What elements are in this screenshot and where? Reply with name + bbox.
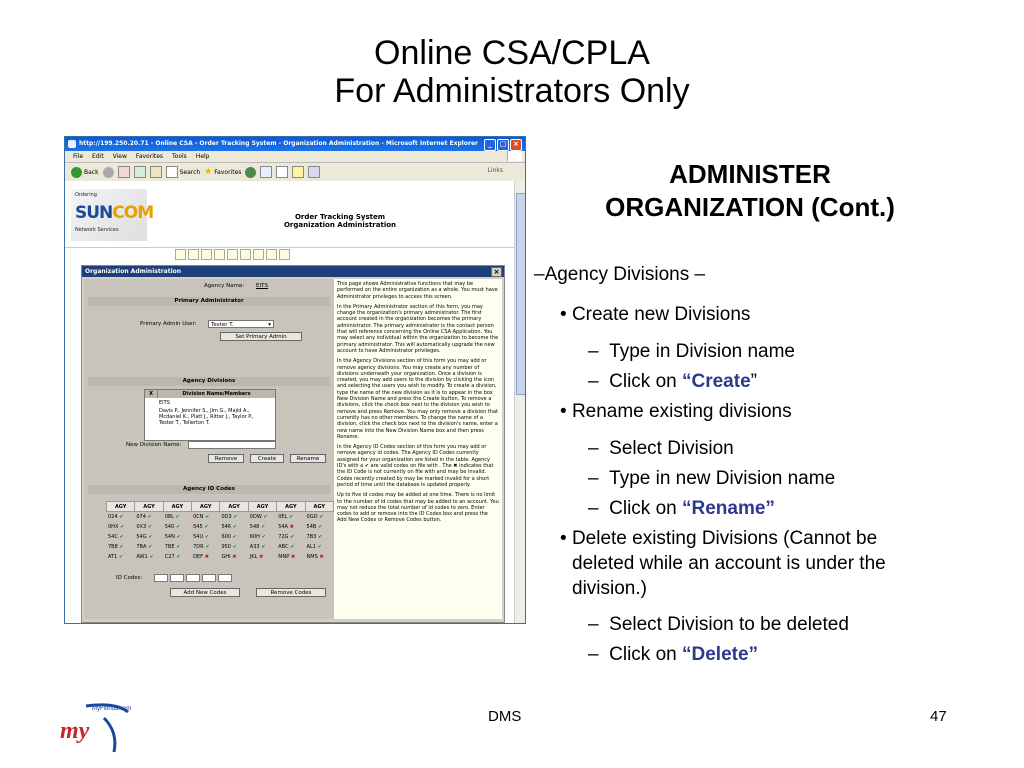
windows-logo-icon xyxy=(507,151,522,161)
help-paragraph-5: Up to five id codes may be added at one time. There is no limit to the number of id codes that may be added to an account. You may not reduce the total number of id codes to zero. Enter codes to add or remove into the ID Codes box and press the Add New Codes or Remove Codes button. xyxy=(337,492,499,524)
code-cell[interactable] xyxy=(277,532,305,542)
code-value: 7BE xyxy=(164,543,175,550)
codes-header-cell: AGY xyxy=(220,502,248,512)
panel-title: Organization Administration xyxy=(85,268,182,275)
id-code-input-5[interactable] xyxy=(218,574,232,582)
code-value: C27 xyxy=(164,553,175,560)
code-cell[interactable] xyxy=(163,522,191,532)
valid-check-icon: ✔ xyxy=(288,533,295,540)
code-value: 0GD xyxy=(306,513,318,520)
help-text-panel xyxy=(334,279,502,619)
browser-window-screenshot xyxy=(64,136,526,624)
step-create-2 xyxy=(588,370,757,393)
codes-header-cell: AGY xyxy=(248,502,276,512)
valid-check-icon: ✔ xyxy=(117,543,124,550)
division-col-name: Division Name/Members xyxy=(182,391,251,397)
codes-header-cell: AGY xyxy=(192,502,220,512)
division-name[interactable]: EITS xyxy=(159,400,170,406)
help-paragraph-1: This page shows Administrative functions that may be performed on the entire organization as a whole. You must have Administrator privileges to access this screen. xyxy=(337,281,498,300)
slide-title xyxy=(0,34,1024,110)
valid-check-icon: ✔ xyxy=(146,543,153,550)
scrollbar-thumb[interactable] xyxy=(516,193,526,395)
valid-check-icon: ✔ xyxy=(145,513,152,520)
step-rename-3 xyxy=(588,497,775,520)
invalid-x-icon: ✖ xyxy=(289,553,296,560)
heading-line-2: ORGANIZATION (Cont.) xyxy=(605,192,895,222)
id-code-input-1[interactable] xyxy=(154,574,168,582)
dash: – xyxy=(588,644,599,665)
code-cell[interactable] xyxy=(163,542,191,552)
refresh-icon[interactable] xyxy=(134,166,146,178)
code-cell[interactable] xyxy=(135,512,163,522)
help-paragraph-4: In the Agency ID Codes section of this form you may add or remove agency id codes. The Agency ID Codes currently assigned for your organization are listed in the table. Agency ID's with a ✔ are valid codes on file with . The ✖ indicates that the ID Code is not currently on file with and may be invalid. Codes recently created by may be marked invalid for a short period of time until the database is updated properly. xyxy=(337,444,494,488)
code-cell[interactable] xyxy=(305,512,333,522)
menu-tools[interactable]: Tools xyxy=(172,153,187,160)
footer-dms: DMS xyxy=(488,708,522,725)
back-button[interactable] xyxy=(71,167,99,178)
valid-check-icon: ✔ xyxy=(117,513,124,520)
code-cell[interactable] xyxy=(192,552,220,562)
app-title-line-1: Order Tracking System xyxy=(294,213,386,221)
bullet-create-text: Create new Divisions xyxy=(571,304,751,325)
codes-row xyxy=(107,532,334,542)
division-list xyxy=(144,389,276,441)
code-cell[interactable] xyxy=(220,512,248,522)
step-create-2-em: “Create xyxy=(682,371,751,392)
menu-favorites[interactable]: Favorites xyxy=(135,153,164,160)
logo-line-1: Ordering xyxy=(75,192,97,198)
heading-line-1: ADMINISTER xyxy=(669,159,831,189)
primary-admin-select[interactable] xyxy=(208,320,274,328)
dash: – xyxy=(588,498,599,519)
step-create-2-post: ” xyxy=(750,371,757,392)
code-value: 60H xyxy=(249,533,260,540)
suncom-logo xyxy=(71,189,154,241)
codes-row xyxy=(107,512,334,522)
step-delete-1-text: Select Division to be deleted xyxy=(609,614,849,635)
division-members: Davis P., Jennifer S., Jim G., Majid A., Mcdaniel K., Platt J., Ritter J., Taylor P., Tester T., Tollerton T. xyxy=(159,408,254,426)
create-division-button[interactable]: Create xyxy=(250,454,284,463)
id-codes-label: ID Codes: xyxy=(116,575,143,581)
valid-check-icon: ✔ xyxy=(316,533,323,540)
home-icon[interactable] xyxy=(150,166,162,178)
code-value: 7DR xyxy=(193,543,204,550)
ie-icon xyxy=(68,140,76,148)
code-cell[interactable] xyxy=(163,552,191,562)
code-value: AW1 xyxy=(136,553,148,560)
valid-check-icon: ✔ xyxy=(203,543,210,550)
code-value: 54B xyxy=(306,523,317,530)
nav-orders-icon[interactable] xyxy=(188,249,199,260)
invalid-x-icon: ✖ xyxy=(287,523,294,530)
new-division-label: New Division Name: xyxy=(126,442,182,448)
code-value: 54G xyxy=(136,533,147,540)
organization-admin-panel xyxy=(81,265,505,623)
step-rename-3-pre: Click on xyxy=(609,498,682,519)
code-value: 08L xyxy=(164,513,174,520)
dash: – xyxy=(588,468,599,489)
set-primary-admin-button[interactable]: Set Primary Admin xyxy=(220,332,302,341)
invalid-x-icon: ✖ xyxy=(317,553,324,560)
code-value: AT1 xyxy=(108,553,118,560)
code-cell[interactable] xyxy=(220,542,248,552)
links-label[interactable]: Links xyxy=(487,167,503,174)
codes-row xyxy=(107,522,334,532)
code-cell[interactable] xyxy=(107,552,135,562)
step-create-1-text: Type in Division name xyxy=(609,341,796,362)
code-cell[interactable] xyxy=(305,522,333,532)
codes-header-cell: AGY xyxy=(135,502,163,512)
valid-check-icon: ✔ xyxy=(203,513,210,520)
code-cell[interactable] xyxy=(192,512,220,522)
valid-check-icon: ✔ xyxy=(259,533,266,540)
step-rename-2-text: Type in new Division name xyxy=(609,468,836,489)
browser-window-title: http://199.250.20.71 - Online CSA - Order Tracking System - Organization Administration - Microsoft Internet Explorer xyxy=(79,140,478,147)
primary-admin-value: Tester T. xyxy=(211,322,234,328)
bullet-dot: • xyxy=(560,401,567,422)
code-cell[interactable] xyxy=(192,522,220,532)
code-cell[interactable] xyxy=(135,532,163,542)
app-title xyxy=(245,213,435,229)
division-list-header xyxy=(145,390,275,398)
valid-check-icon: ✔ xyxy=(117,553,124,560)
code-value: DEF xyxy=(193,553,203,560)
panel-close-button[interactable]: × xyxy=(491,267,502,277)
code-value: 540 xyxy=(164,523,175,530)
valid-check-icon: ✔ xyxy=(174,523,181,530)
browser-titlebar xyxy=(65,137,525,151)
code-value: ABC xyxy=(278,543,289,550)
folder-icon[interactable] xyxy=(292,166,304,178)
code-cell[interactable] xyxy=(305,552,333,562)
code-cell[interactable] xyxy=(248,512,276,522)
code-value: 54U xyxy=(193,533,204,540)
invalid-x-icon: ✖ xyxy=(202,553,209,560)
nav-logout-icon[interactable] xyxy=(279,249,290,260)
stop-icon[interactable] xyxy=(118,166,130,178)
app-nav-icons xyxy=(175,249,290,260)
code-cell[interactable] xyxy=(107,522,135,532)
code-value: 0DW xyxy=(249,513,262,520)
code-cell[interactable] xyxy=(277,512,305,522)
code-cell[interactable] xyxy=(163,512,191,522)
valid-check-icon: ✔ xyxy=(317,513,324,520)
nav-users-icon[interactable] xyxy=(214,249,225,260)
code-cell[interactable] xyxy=(248,532,276,542)
id-code-input-2[interactable] xyxy=(170,574,184,582)
code-cell[interactable] xyxy=(305,532,333,542)
code-cell[interactable] xyxy=(277,522,305,532)
bullet-dot: • xyxy=(560,304,567,325)
valid-check-icon: ✔ xyxy=(287,513,294,520)
logo-main-a: SUN xyxy=(75,203,113,223)
valid-check-icon: ✔ xyxy=(146,523,153,530)
search-label: Search xyxy=(179,168,201,176)
step-delete-1 xyxy=(588,613,849,636)
valid-check-icon: ✔ xyxy=(231,513,238,520)
invalid-x-icon: ✖ xyxy=(257,553,264,560)
admin-form xyxy=(84,279,334,619)
myflorida-logo xyxy=(56,698,136,758)
bullet-delete-line-2: deleted while an account is under the xyxy=(572,553,886,574)
code-value: 024 xyxy=(108,513,118,520)
code-cell[interactable] xyxy=(135,542,163,552)
help-paragraph-3: In the Agency Divisions section of this form you may add or remove agency divisions. You may create any number of divisions underneath your organization. Once a division is created, you may add users to the division by clicking the icon and selecting the users you wish to modify. To create a division, type the name of the new division as it is to appear in the box New Division Name and press the Create button. To remove a divisions, click the check box next to the division you wish to remove and press Remove. You may only remove a division that currently has no other members. To change the name of a division, click the check box next to the division's name, enter a new name into the New Division Name box and then press Rename. xyxy=(337,358,498,440)
step-rename-1 xyxy=(588,437,734,460)
valid-check-icon: ✔ xyxy=(316,523,323,530)
title-line-2: For Administrators Only xyxy=(334,72,690,110)
menu-file[interactable]: File xyxy=(73,153,84,160)
code-cell[interactable] xyxy=(107,512,135,522)
app-header xyxy=(65,181,515,248)
valid-check-icon: ✔ xyxy=(230,533,237,540)
code-value: 0X3 xyxy=(136,523,147,530)
print-icon[interactable] xyxy=(276,166,288,178)
nav-search-icon[interactable] xyxy=(201,249,212,260)
nav-home-icon[interactable] xyxy=(175,249,186,260)
valid-check-icon: ✔ xyxy=(118,523,125,530)
code-value: 72G xyxy=(278,533,289,540)
code-value: 545 xyxy=(193,523,203,530)
valid-check-icon: ✔ xyxy=(259,543,266,550)
valid-check-icon: ✔ xyxy=(117,533,124,540)
valid-check-icon: ✔ xyxy=(202,523,209,530)
valid-check-icon: ✔ xyxy=(174,533,181,540)
myflorida-logo-small-text: MyFlorida.com xyxy=(92,706,132,712)
valid-check-icon: ✔ xyxy=(147,553,154,560)
logo-line-3: Network Services xyxy=(75,227,119,233)
code-cell[interactable] xyxy=(135,522,163,532)
step-rename-2 xyxy=(588,467,835,490)
myflorida-logo-text: my xyxy=(60,718,90,744)
title-line-1: Online CSA/CPLA xyxy=(374,34,650,72)
dash: – xyxy=(588,438,599,459)
code-value: A33 xyxy=(249,543,260,550)
agency-name-label: Agency Name: xyxy=(204,283,245,289)
valid-check-icon: ✔ xyxy=(146,533,153,540)
bullet-rename-text: Rename existing divisions xyxy=(571,401,792,422)
valid-check-icon: ✔ xyxy=(261,513,268,520)
primary-admin-section-header: Primary Administrator xyxy=(88,297,330,306)
code-value: 600 xyxy=(221,533,231,540)
menu-help[interactable]: Help xyxy=(195,153,210,160)
nav-help-icon[interactable] xyxy=(227,249,238,260)
menu-bar xyxy=(65,151,525,163)
section-heading xyxy=(540,158,960,224)
valid-check-icon: ✔ xyxy=(174,543,181,550)
code-value: 546 xyxy=(221,523,231,530)
star-icon: ★ xyxy=(204,167,213,177)
back-label: Back xyxy=(84,168,99,176)
search-button[interactable] xyxy=(166,166,201,178)
code-value: 7B8 xyxy=(108,543,118,550)
nav-admin-icon[interactable] xyxy=(240,249,251,260)
primary-admin-label: Primary Admin User: xyxy=(140,321,197,327)
search-icon xyxy=(166,166,178,178)
history-icon[interactable] xyxy=(245,167,256,178)
step-rename-3-em: “Rename” xyxy=(682,498,775,519)
logo-main-b: COM xyxy=(112,203,154,223)
menu-view[interactable]: View xyxy=(112,153,127,160)
agency-divisions-section-header: Agency Divisions xyxy=(88,377,330,386)
code-cell[interactable] xyxy=(220,522,248,532)
valid-check-icon: ✔ xyxy=(259,523,266,530)
bullet-dot: • xyxy=(560,528,567,549)
nav-question-icon[interactable] xyxy=(266,249,277,260)
code-value: JKL xyxy=(249,553,258,560)
valid-check-icon: ✔ xyxy=(173,513,180,520)
valid-check-icon: ✔ xyxy=(174,553,181,560)
codes-row xyxy=(107,552,334,562)
dash: – xyxy=(588,341,599,362)
new-division-input[interactable] xyxy=(188,441,276,449)
code-value: 54A xyxy=(278,523,288,530)
add-new-codes-button[interactable]: Add New Codes xyxy=(170,588,240,597)
app-title-line-2: Organization Administration xyxy=(283,221,397,229)
bullet-delete-line-3: division.) xyxy=(572,578,647,599)
step-rename-1-text: Select Division xyxy=(609,438,734,459)
id-code-input-4[interactable] xyxy=(202,574,216,582)
logo-main xyxy=(75,203,153,223)
codes-header-cell: AGY xyxy=(163,502,191,512)
step-create-1 xyxy=(588,340,795,363)
code-value: NMS xyxy=(306,553,318,560)
forward-arrow-icon[interactable] xyxy=(103,167,114,178)
agency-id-codes-section-header: Agency ID Codes xyxy=(88,485,330,494)
help-paragraph-2: In the Primary Administrator section of this form, you may change the organization's primary administrator. The first account created in the organization becomes the primary administrator. The primary administrator is the contact person that will reference concerning the Online CSA Application. You may select any individual within the organization to become the primary administrator. This will automatically upgrade the new account to have Administrator privileges. xyxy=(337,303,499,354)
chevron-down-icon: ▾ xyxy=(268,322,271,328)
code-cell[interactable] xyxy=(305,542,333,552)
minimize-button[interactable]: _ xyxy=(484,139,496,151)
menu-edit[interactable]: Edit xyxy=(92,153,104,160)
division-col-x: X xyxy=(145,390,158,398)
code-value: 0HX xyxy=(108,523,119,530)
agency-id-codes-table xyxy=(106,501,334,562)
code-cell[interactable] xyxy=(220,552,248,562)
code-cell[interactable] xyxy=(248,542,276,552)
back-arrow-icon xyxy=(71,167,82,178)
dash: – xyxy=(588,614,599,635)
valid-check-icon: ✔ xyxy=(230,523,237,530)
valid-check-icon: ✔ xyxy=(288,543,295,550)
step-delete-2-pre: Click on xyxy=(609,644,682,665)
code-cell[interactable] xyxy=(107,542,135,552)
code-value: 7BA xyxy=(136,543,147,550)
code-cell[interactable] xyxy=(277,552,305,562)
code-cell[interactable] xyxy=(248,522,276,532)
id-code-input-3[interactable] xyxy=(186,574,200,582)
code-cell[interactable] xyxy=(192,542,220,552)
page-content xyxy=(65,181,515,623)
codes-header-cell: AGY xyxy=(107,502,135,512)
code-value: 0CN xyxy=(193,513,204,520)
code-value: 548 xyxy=(249,523,260,530)
valid-check-icon: ✔ xyxy=(315,543,322,550)
valid-check-icon: ✔ xyxy=(230,543,237,550)
codes-header-cell: AGY xyxy=(277,502,305,512)
mail-icon[interactable] xyxy=(260,166,272,178)
rename-division-button[interactable]: Rename xyxy=(290,454,326,463)
code-value: MNP xyxy=(278,553,290,560)
bullet-delete xyxy=(560,527,877,550)
page-number: 47 xyxy=(930,708,947,725)
invalid-x-icon: ✖ xyxy=(230,553,237,560)
codes-header-row xyxy=(107,502,334,512)
browser-toolbar xyxy=(65,163,525,182)
favorites-button[interactable] xyxy=(204,167,241,177)
codes-header-cell: AGY xyxy=(305,502,333,512)
panel-titlebar xyxy=(82,266,504,277)
code-value: 54C xyxy=(108,533,118,540)
code-cell[interactable] xyxy=(220,532,248,542)
code-cell[interactable] xyxy=(135,552,163,562)
code-cell[interactable] xyxy=(192,532,220,542)
maximize-button[interactable]: □ xyxy=(497,139,509,151)
code-cell[interactable] xyxy=(248,552,276,562)
code-value: AL1 xyxy=(306,543,316,550)
bullet-delete-line-1: Delete existing Divisions (Cannot be xyxy=(571,528,878,549)
code-value: 0EL xyxy=(278,513,288,520)
code-cell[interactable] xyxy=(277,542,305,552)
messenger-icon[interactable] xyxy=(308,166,320,178)
close-button[interactable]: × xyxy=(510,139,522,151)
bullet-create xyxy=(560,303,750,326)
code-value: 7B3 xyxy=(306,533,317,540)
vertical-scrollbar[interactable] xyxy=(514,181,525,623)
valid-check-icon: ✔ xyxy=(203,533,210,540)
favorites-label: Favorites xyxy=(214,168,242,176)
step-create-2-pre: Click on xyxy=(609,371,682,392)
step-delete-2-em: “Delete” xyxy=(682,644,759,665)
bullet-rename xyxy=(560,400,792,423)
code-value: 950 xyxy=(221,543,231,550)
remove-division-button[interactable]: Remove xyxy=(208,454,244,463)
nav-mail-icon[interactable] xyxy=(253,249,264,260)
agency-name-value: EITS xyxy=(256,283,268,289)
step-delete-2 xyxy=(588,643,758,666)
codes-row xyxy=(107,542,334,552)
code-value: 54N xyxy=(164,533,175,540)
code-cell[interactable] xyxy=(107,532,135,542)
code-value: 0D3 xyxy=(221,513,232,520)
agency-divisions-label: –Agency Divisions – xyxy=(534,264,706,285)
code-cell[interactable] xyxy=(163,532,191,542)
code-value: GHI xyxy=(221,553,231,560)
remove-codes-button[interactable]: Remove Codes xyxy=(256,588,326,597)
code-value: 074 xyxy=(136,513,146,520)
dash: – xyxy=(588,371,599,392)
